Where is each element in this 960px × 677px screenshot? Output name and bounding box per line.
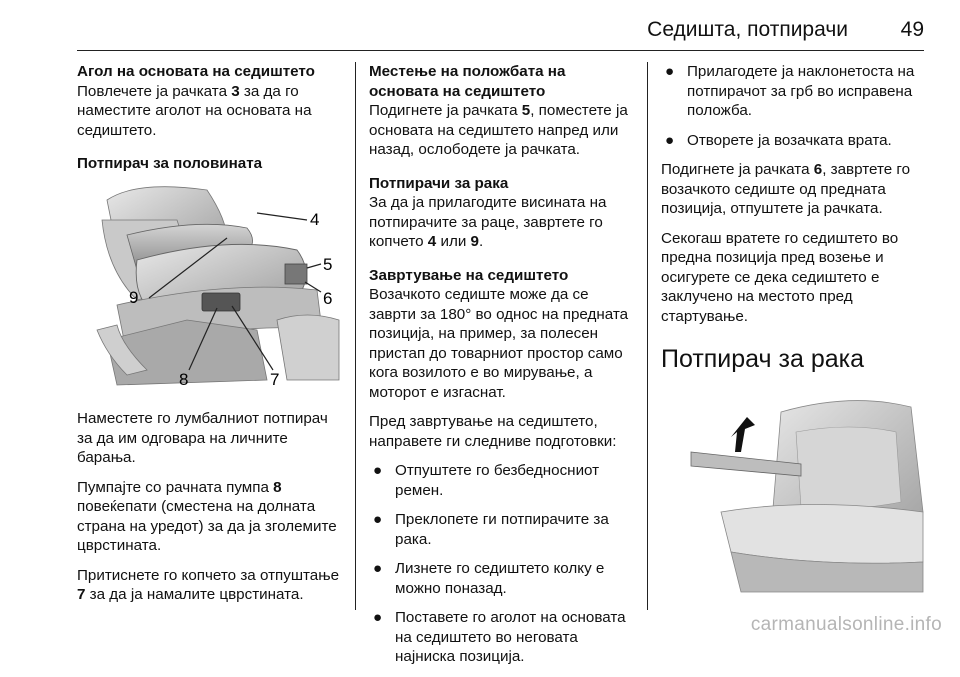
heading-seat-swivel: Завртување на седиштето <box>369 266 569 284</box>
heading-seat-position: Местење на положбата на основата на седиштето <box>369 63 566 100</box>
callout-6: 6 <box>323 288 333 308</box>
paragraph-seat-swivel: Возачкото седиште може да се заврти за 180° во однос на предната позиција, на пример, за полесен пристап до товарниот простор само кога возилото е во мирување, а моторот е изгаснат. <box>369 286 629 401</box>
callout-7: 7 <box>270 369 280 389</box>
paragraph-backrest-angle: Повлечете ја рачката 3 за да го наместите аголот на основата на седиштето. <box>77 82 312 139</box>
header-rule <box>77 50 924 51</box>
heading-armrests: Потпирачи за рака <box>369 174 509 192</box>
callout-4: 4 <box>310 209 320 229</box>
callout-8: 8 <box>179 369 189 389</box>
column-3 <box>661 62 929 606</box>
paragraph-preparations: Пред завртување на седиштето, направете ги следниве подготовки: <box>369 413 617 450</box>
paragraph-lumbar-adjust: Наместете го лумбалниот потпирач за да им одговара на личните барања. <box>77 410 328 466</box>
paragraph-swivel-warning: Секогаш вратете го седиштето во предна позиција пред возење и осигурете се дека седиштето е заклучено на местото пред стартување. <box>661 229 899 325</box>
armrest-illustration <box>661 392 929 600</box>
paragraph-armrests: За да ја прилагодите висината на потпирачите за раце, завртете го копчето 4 или 9. <box>369 194 607 250</box>
preparation-list-continued <box>661 62 929 150</box>
column-divider-2 <box>647 62 648 610</box>
paragraph-seat-position: Подигнете ја рачката 5, поместете ја основата на седиштето напред или назад, ослободете ја рачката. <box>369 102 628 158</box>
lumbar-support-illustration <box>77 180 345 392</box>
paragraph-release: Притиснете го копчето за отпуштање 7 за да ја намалите цврстината. <box>77 566 340 603</box>
page-header <box>0 0 960 56</box>
list-item: ● Отпуштете го безбедносниот ремен. <box>373 462 600 499</box>
header-title: Седишта, потпирачи <box>647 18 848 41</box>
callout-5: 5 <box>323 254 333 274</box>
preparation-list <box>369 461 639 667</box>
list-item: ● Отворете ја возачката врата. <box>665 131 892 149</box>
list-item: ● Преклопете ги потпирачите за рака. <box>373 511 609 548</box>
callout-9: 9 <box>129 287 139 307</box>
watermark: carmanualsonline.info <box>750 614 942 635</box>
page-number: 49 <box>900 18 924 41</box>
heading-armrest: Потпирач за рака <box>661 345 865 373</box>
heading-backrest-angle: Агол на основата на седиштето <box>77 63 315 80</box>
column-2 <box>369 62 639 677</box>
paragraph-pump: Пумпајте со рачната пумпа 8 повеќепати (сместена на долната страна на уредот) за да ја зголемите цврстината. <box>77 478 337 554</box>
list-item: ● Лизнете го седиштето колку е можно поназад. <box>373 560 605 597</box>
list-item: ● Прилагодете ја наклонетоста на потпирачот за грб во исправена положба. <box>665 63 915 119</box>
heading-lumbar-support: Потпирач за половината <box>77 155 263 172</box>
column-divider-1 <box>355 62 356 610</box>
list-item: ● Поставете го аголот на основата на седиштето во неговата најниска позиција. <box>373 609 626 665</box>
column-1 <box>77 62 345 615</box>
paragraph-swivel-lever: Подигнете ја рачката 6, завртете го возачкото седиште од предната позиција, отпуштете ја рачката. <box>661 161 911 217</box>
